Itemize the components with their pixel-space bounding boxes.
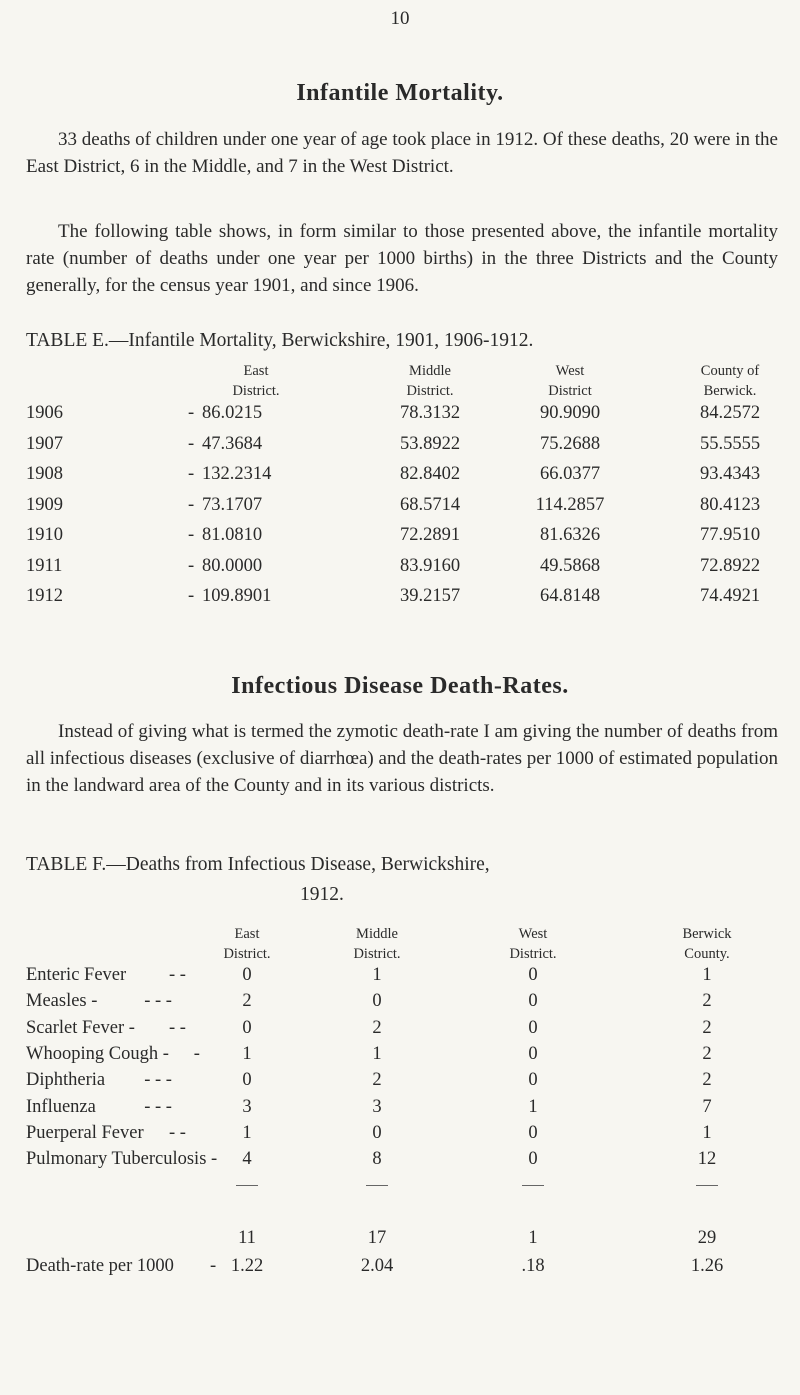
page-number: 10 (390, 8, 410, 29)
table-f-county-value: 1 (702, 965, 712, 985)
table-f-east-value: 4 (242, 1149, 252, 1170)
table-f-west-value: 0 (528, 991, 538, 1012)
table-f-col-middle (327, 924, 427, 964)
table-f-leader-dashes: - - - (144, 991, 172, 1012)
total-rule (366, 1185, 388, 1186)
table-f-col-west (483, 924, 583, 964)
table-e-year: 1909 (26, 494, 63, 515)
table-e-caption: TABLE E.—Infantile Mortality, Berwickshire, 1901, 1906-1912. (26, 330, 534, 351)
table-e-middle-value: 68.5714 (399, 494, 461, 515)
table-e-year: 1908 (26, 464, 63, 484)
table-e-west-value: 114.2857 (535, 494, 605, 515)
table-e-east-value: 47.3684 (202, 433, 263, 454)
col-header-line: District. (353, 946, 401, 962)
table-e-col-middle (360, 361, 500, 401)
table-f-east-value: 2 (242, 991, 252, 1012)
table-e-middle-value: 53.8922 (399, 433, 461, 454)
table-e-county-value: 74.4921 (699, 586, 761, 606)
table-e-west-value: 49.5868 (539, 555, 601, 576)
table-e-east-value: 109.8901 (202, 586, 272, 606)
table-f-leader-dashes: - - (169, 1017, 186, 1038)
table-e-west-value: 66.0377 (539, 464, 601, 484)
table-f-west-value: 0 (528, 1070, 538, 1091)
table-f-east-value: 1 (242, 1043, 252, 1064)
table-e-middle-value: 83.9160 (399, 555, 461, 576)
table-e-row-dash: - (188, 403, 195, 423)
col-header-line: Middle (356, 926, 398, 942)
table-f-caption-line2: 1912. (300, 884, 344, 905)
table-f-west-value: 0 (528, 1043, 538, 1064)
col-header-line: East (234, 926, 260, 942)
table-f-disease-label: Enteric Fever (26, 965, 127, 985)
col-header-line: West (518, 926, 548, 942)
table-e-east-value: 86.0215 (202, 403, 263, 423)
col-header-line: District (548, 383, 592, 399)
death-rate-county: 1.26 (690, 1256, 724, 1276)
table-e-east-value: 73.1707 (202, 494, 263, 515)
table-f-east-value: 0 (242, 1070, 252, 1091)
death-rate-dash: - (210, 1256, 217, 1276)
table-e-county-value: 93.4343 (699, 464, 761, 484)
table-f-leader-dashes: - - - (144, 1070, 172, 1091)
table-f-disease-label: Puerperal Fever (26, 1122, 144, 1143)
table-f-middle-value: 1 (372, 1043, 382, 1064)
table-f-middle-value: 8 (372, 1149, 382, 1170)
table-f-county-value: 7 (702, 1096, 712, 1117)
table-e-middle-value: 72.2891 (399, 525, 461, 545)
col-header-line: Middle (409, 363, 451, 379)
total-rule (236, 1185, 258, 1186)
table-f-leader-dashes: - - - (144, 1096, 172, 1117)
col-header-line: District. (406, 383, 454, 399)
table-e-west-value: 64.8148 (539, 586, 601, 606)
table-f-east-value: 1 (242, 1122, 252, 1143)
table-f-west-value: 0 (528, 965, 538, 985)
table-e-year: 1910 (26, 525, 63, 545)
infantile-paragraph-1: 33 deaths of children under one year of age took place in 1912. Of these deaths, 20 were in the East District, 6 in the Middle, and 7 in the West District. (26, 129, 778, 177)
table-f-total-west: 1 (528, 1228, 538, 1248)
table-f-leader-dashes: - - (169, 965, 186, 985)
infantile-paragraph-2: The following table shows, in form similar to those presented above, the infantile mortality rate (number of deaths under one year per 1000 births) in the three Districts and the County generally, for the census year 1901, and since 1906. (26, 221, 778, 296)
table-f-total-middle: 17 (367, 1228, 387, 1248)
table-e-year: 1911 (26, 555, 63, 576)
table-f-leader-dashes: - (193, 1043, 200, 1064)
table-e-west-value: 90.9090 (539, 403, 601, 423)
death-rate-east: 1.22 (230, 1256, 264, 1276)
table-f-west-value: 0 (528, 1149, 538, 1170)
table-e-west-value: 81.6326 (539, 525, 601, 545)
table-e-row-dash: - (188, 433, 195, 454)
col-header-line: District. (232, 383, 280, 399)
table-f-middle-value: 0 (372, 1122, 382, 1143)
col-header-line: District. (223, 946, 271, 962)
table-f-middle-value: 2 (372, 1070, 382, 1091)
table-e-county-value: 80.4123 (699, 494, 761, 515)
table-e-county-value: 77.9510 (699, 525, 761, 545)
table-f-east-value: 0 (242, 965, 252, 985)
col-header-line: East (243, 363, 269, 379)
table-f-disease-label: Whooping Cough - (26, 1043, 169, 1064)
infantile-mortality-heading: Infantile Mortality. (296, 80, 504, 106)
total-rule (696, 1185, 718, 1186)
table-f-middle-value: 2 (372, 1017, 382, 1038)
table-f-disease-label: Scarlet Fever - (26, 1017, 135, 1038)
death-rate-label: Death-rate per 1000 (26, 1256, 174, 1276)
col-header-line: West (555, 363, 585, 379)
table-e-middle-value: 39.2157 (399, 586, 461, 606)
table-f-caption-line1: TABLE F.—Deaths from Infectious Disease, Berwickshire, (26, 854, 490, 875)
total-rule (522, 1185, 544, 1186)
table-e-middle-value: 78.3132 (399, 403, 461, 423)
table-f-leader-dashes: - - (169, 1122, 186, 1143)
infectious-disease-heading: Infectious Disease Death-Rates. (231, 673, 569, 699)
table-f-middle-value: 1 (372, 965, 382, 985)
table-e-year: 1912 (26, 586, 63, 606)
death-rate-west: .18 (521, 1256, 545, 1276)
table-e-row-dash: - (188, 494, 195, 515)
table-e-county-value: 84.2572 (699, 403, 761, 423)
table-f-total-east: 11 (238, 1228, 256, 1248)
table-f-county-value: 12 (697, 1149, 717, 1170)
death-rate-middle: 2.04 (360, 1256, 394, 1276)
table-f-col-county (657, 924, 757, 964)
table-e-county-value: 72.8922 (699, 555, 761, 576)
table-e-county-value: 55.5555 (699, 433, 761, 454)
table-f-west-value: 1 (528, 1096, 538, 1117)
table-f-disease-label: Measles - (26, 991, 98, 1012)
table-f-west-value: 0 (528, 1017, 538, 1038)
table-e-east-value: 80.0000 (202, 555, 263, 576)
table-e-row-dash: - (188, 464, 195, 484)
col-header-line: County of (700, 363, 760, 379)
table-f-west-value: 0 (528, 1122, 538, 1143)
table-f-col-east (197, 924, 297, 964)
table-f-middle-value: 3 (372, 1096, 382, 1117)
col-header-line: Berwick. (703, 383, 757, 399)
col-header-line: Berwick (682, 926, 732, 942)
table-f-disease-label: Pulmonary Tuberculosis - (26, 1149, 218, 1170)
table-e-col-west (500, 361, 640, 401)
table-f-disease-label: Influenza (26, 1096, 96, 1117)
table-f-east-value: 3 (242, 1096, 252, 1117)
table-f-county-value: 2 (702, 1070, 712, 1091)
table-e-middle-value: 82.8402 (399, 464, 461, 484)
table-e-row-dash: - (188, 586, 195, 606)
table-f-county-value: 2 (702, 1043, 712, 1064)
col-header-line: County. (684, 946, 730, 962)
table-e-year: 1907 (26, 433, 63, 454)
col-header-line: District. (509, 946, 557, 962)
table-e-col-county (660, 361, 800, 401)
table-f-total-county: 29 (697, 1228, 717, 1248)
table-f-disease-label: Diphtheria (26, 1070, 106, 1091)
table-f-middle-value: 0 (372, 991, 382, 1012)
table-f-county-value: 2 (702, 1017, 712, 1038)
table-e-row-dash: - (188, 525, 195, 545)
table-e-row-dash: - (188, 555, 195, 576)
table-f-east-value: 0 (242, 1017, 252, 1038)
table-e-east-value: 132.2314 (202, 464, 272, 484)
table-f-county-value: 1 (702, 1122, 712, 1143)
table-e-year: 1906 (26, 403, 63, 423)
table-e-east-value: 81.0810 (202, 525, 263, 545)
table-f-county-value: 2 (702, 991, 712, 1012)
table-e-col-east (186, 361, 326, 401)
table-e-west-value: 75.2688 (539, 433, 601, 454)
infectious-paragraph: Instead of giving what is termed the zymotic death-rate I am giving the number of deaths from all infectious diseases (exclusive of diarrhœa) and the death-rates per 1000 of estimated population in the landward area of the County and in its various districts. (26, 721, 778, 796)
